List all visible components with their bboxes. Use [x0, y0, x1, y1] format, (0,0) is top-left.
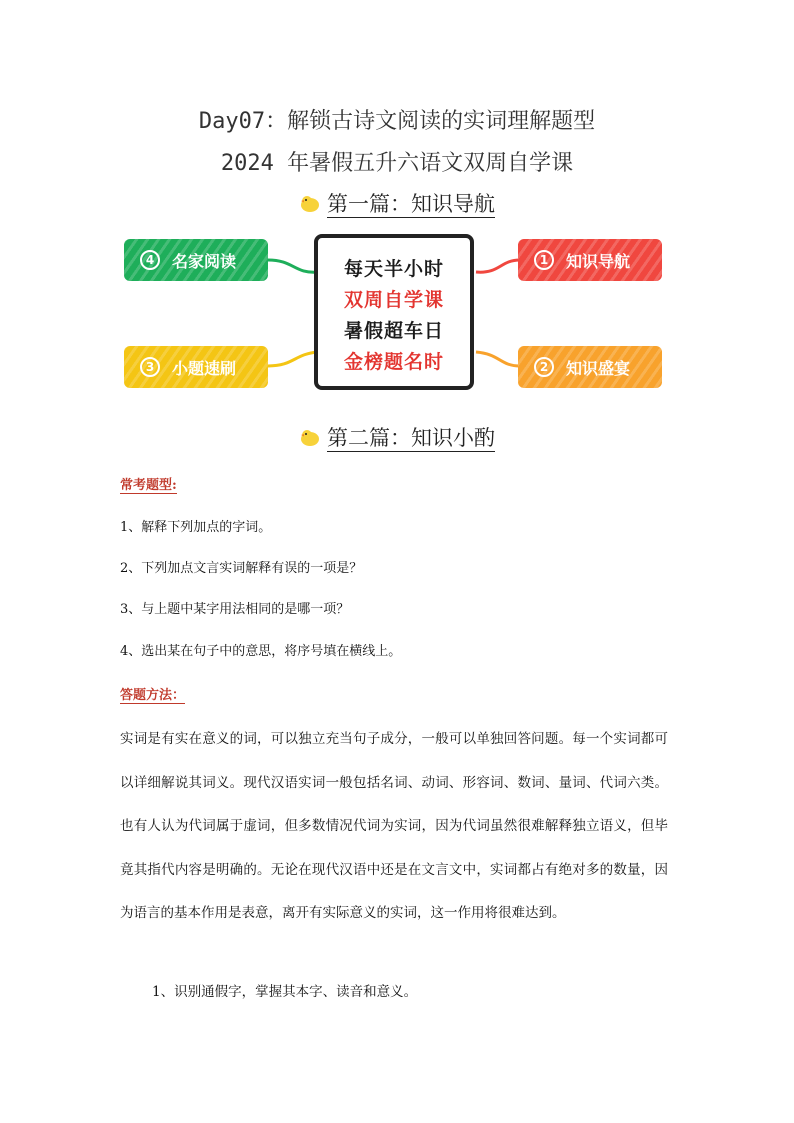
common-types-heading: 常考题型:	[120, 474, 177, 494]
section-heading-knowledge	[0, 422, 794, 452]
method-point-1: 1、识别通假字，掌握其本字、读音和意义。	[152, 984, 418, 1000]
section-heading-text: 第一篇：知识导航	[327, 192, 495, 216]
question-item: 4、选出某在句子中的意思，将序号填在横线上。	[120, 644, 402, 659]
mindmap-node-knowledge-feast	[518, 346, 662, 388]
method-heading: 答题方法：	[120, 684, 185, 704]
node-label: 知识盛宴	[566, 358, 631, 378]
center-line-2: 双周自学课	[343, 289, 444, 311]
chick-icon	[299, 427, 321, 447]
node-label: 小题速刷	[172, 358, 237, 378]
mindmap-center	[314, 234, 474, 390]
node-label: 知识导航	[566, 251, 631, 271]
method-paragraph: 实词是有实在意义的词，可以独立充当句子成分，一般可以单独回答问题。每一个实词都可以详细解说其词义。现代汉语实词一般包括名词、动词、形容词、数词、量词、代词六类。也有人认为代词属于虚词，但多数情况代词为实词，因为代词虽然很难解释独立语义，但毕竟其指代内容是明确的。无论在现代汉语中还是在文言文中，实词都占有绝对多的数量，因为语言的基本作用是表意，离开有实际意义的实词，这一作用将很难达到。	[120, 731, 668, 921]
center-line-3: 暑假超车日	[343, 320, 444, 342]
document-title: Day07：解锁古诗文阅读的实词理解题型	[198, 109, 596, 134]
mind-map	[124, 234, 670, 396]
document-subtitle: 2024 年暑假五升六语文双周自学课	[220, 151, 574, 176]
mindmap-node-famous-reading	[124, 239, 268, 281]
node-number: 1	[534, 250, 554, 270]
question-item: 2、下列加点文言实词解释有误的一项是？	[120, 561, 363, 576]
chick-icon	[299, 193, 321, 213]
node-number: 3	[140, 357, 160, 377]
mindmap-node-knowledge-navigation	[518, 239, 662, 281]
node-number: 2	[534, 357, 554, 377]
section-heading-navigation	[0, 188, 794, 218]
node-label: 名家阅读	[172, 251, 237, 271]
center-line-1: 每天半小时	[343, 258, 444, 280]
question-item: 3、与上题中某字用法相同的是哪一项？	[120, 602, 350, 617]
node-number: 4	[140, 250, 160, 270]
question-item: 1、解释下列加点的字词。	[120, 520, 272, 535]
section-heading-text: 第二篇：知识小酌	[327, 426, 495, 450]
center-line-4: 金榜题名时	[343, 351, 444, 373]
mindmap-node-quick-practice	[124, 346, 268, 388]
